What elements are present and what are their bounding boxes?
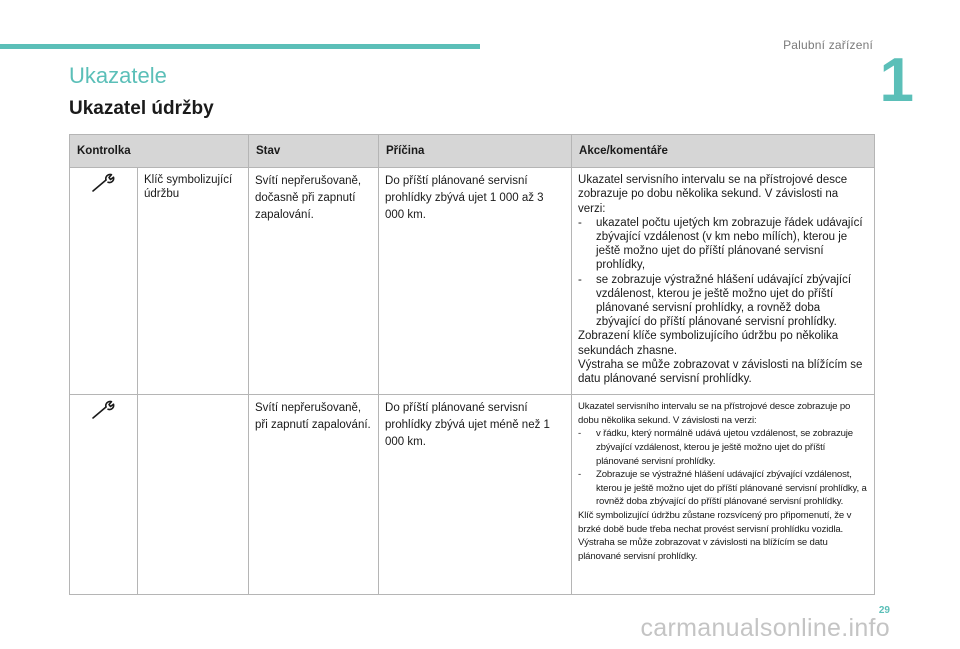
chapter-number: 1 [879,46,914,115]
indicator-name [138,395,249,595]
action-note: Výstraha se může zobrazovat v závislosti na blížícím se datu plánované servisní prohlídky. [578,358,863,386]
watermark-logo: carmanualsonline.info [640,614,890,642]
column-header-stav: Stav [249,135,379,168]
wrench-icon [91,400,117,420]
action-list-item: - se zobrazuje výstražné hlášení udávající zbývající vzdálenost, kterou je ještě možno ujet do příští plánované servisní prohlídky, a rovněž doba zbývající do příští plánované servisní prohlídky. [578,273,868,330]
action-list-item: - Zobrazuje se výstražné hlášení udávající zbývající vzdálenost, kterou je ještě možno ujet do příští plánované servisní prohlídky, a rovněž doba zbývající do příští plánované servisní prohlídky. [578,468,868,509]
action-note: Zobrazení klíče symbolizujícího údržbu po několika sekundách zhasne. [578,330,839,357]
subsection-title: Ukazatel údržby [69,98,214,119]
column-header-kontrolka: Kontrolka [70,135,249,168]
indicator-icon-cell [70,168,138,395]
cause-text: Do příští plánované servisní prohlídky zbývá ujet 1 000 až 3 000 km. [379,168,572,395]
indicator-name: Klíč symbolizující údržbu [138,168,249,395]
page-number: 29 [878,605,890,616]
wrench-icon [91,173,117,193]
maintenance-indicator-table [69,134,875,595]
action-list-item: - ukazatel počtu ujetých km zobrazuje řádek udávající zbývající vzdálenost (v km nebo mílích), kterou je ještě možno ujet do příští plánované servisní prohlídky, [578,216,868,273]
action-comment [572,168,875,395]
action-note: Výstraha se může zobrazovat v závislosti na blížícím se datu plánované servisní prohlídky. [578,537,828,562]
cause-text: Do příští plánované servisní prohlídky zbývá ujet méně než 1 000 km. [379,395,572,595]
action-note: Klíč symbolizující údržbu zůstane rozsvícený pro připomenutí, že v brzké době bude třeba nechat provést servisní prohlídku vozidla. [578,510,852,535]
table-row [70,395,875,595]
status-text: Svítí nepřerušovaně, dočasně při zapnutí zapalování. [249,168,379,395]
column-header-pricina: Příčina [379,135,572,168]
column-header-akce: Akce/komentáře [572,135,875,168]
action-list-item: - v řádku, který normálně udává ujetou vzdálenost, se zobrazuje zbývající vzdálenost, kterou je ještě možno ujet do příští plánované servisní prohlídky. [578,427,868,468]
running-head: Palubní zařízení [783,38,873,52]
action-intro: Ukazatel servisního intervalu se na přístrojové desce zobrazuje po dobu několika sekund. V závislosti na verzi: [578,174,848,215]
indicator-icon-cell [70,395,138,595]
status-text: Svítí nepřerušovaně, při zapnutí zapalování. [249,395,379,595]
section-title: Ukazatele [69,63,167,88]
table-row [70,168,875,395]
action-comment [572,395,875,595]
table-header-row [70,135,875,168]
header-accent-bar [0,44,480,49]
action-intro: Ukazatel servisního intervalu se na přístrojové desce zobrazuje po dobu několika sekund. V závislosti na verzi: [578,401,851,426]
